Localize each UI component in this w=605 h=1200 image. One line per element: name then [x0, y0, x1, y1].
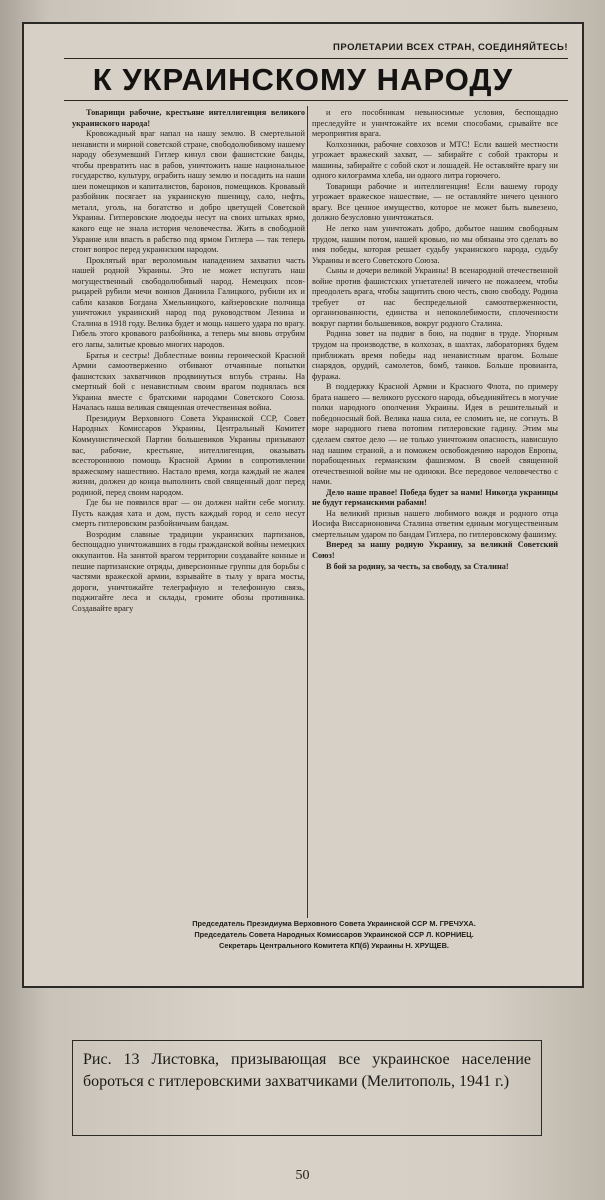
paragraph: Президиум Верховного Совета Украинской ССР, Совет Народных Комиссаров Украины, Центральный Комитет Коммунистической Партии большевиков Украины призывают вас, рабочие, крестьяне, интеллигенция, оказывать всестороннюю помощь Красной Армии в сопротивлении вражескому нашествию. Настало время, когда каждый не жалея жизни, должен до конца выполнить свой священный долг перед родиной, перед своим народом. [72, 413, 305, 497]
page-number: 50 [295, 1168, 310, 1183]
paragraph: Братья и сестры! Доблестные воины героической Красной Армии самоотверженно отбивают отчаянные попытки фашистских захватчиков продвинуться вглубь страны. На смертный бой с ненавистным своим врагом поднялась вся Украина вместе с братскими народами Советского Союза. Началась наша великая священная отечественная война. [72, 350, 305, 413]
paragraph: Дело наше правое! Победа будет за нами! Никогда украинцы не будут германскими рабами! [312, 487, 558, 508]
paragraph: Не легко нам уничтожать добро, добытое нашим свободным трудом, нашим потом, нашей кровью, но мы обязаны это сделать во имя победы, которая решает судьбу украинского народа, судьбу Украины и всего Советского Союза. [312, 224, 558, 265]
paragraph: В поддержку Красной Армии и Красного Флота, по примеру брата нашего — великого русского народа, объединяйтесь в могучие полки народного ополчения Украины. Идея в решительный и победоносный бой. Велика наша сила, ее сломить не, не согнуть. В море народного гнева потопим гитлеровские гадину. Этим мы сделаем святое дело — не только уничтожим опасность, нависшую над нашим страной, а и поможем освобождению народов Европы, порабощенных германским фашизмом. В своей священной отечественной войне мы не одиноки. Все передовое человечество с нами. [312, 382, 558, 487]
paragraph: Колхозники, рабочие совхозов и МТС! Если вашей местности угрожает вражеский захват, — забирайте с собой тракторы и машины, забирайте с собой скот и лошадей. Не оставляйте врагу ни одного килограмма хлеба, ни одного литра горючего. [312, 139, 558, 181]
paragraph: и его пособникам невыносимые условия, беспощадно преследуйте и уничтожайте их всеми способами, срывайте все мероприятия врага. [312, 108, 558, 139]
leaflet [22, 22, 584, 988]
signature-line: Председатель Президиума Верховного Совета Украинской ССР М. ГРЕЧУХА. [192, 919, 476, 928]
right-column [312, 108, 558, 572]
paragraph: На великий призыв нашего любимого вождя и родного отца Иосифа Виссарионовича Сталина ответим единым могущественным смертельным ударом по бандам Гитлера, по гитлеровскому фашизму. [312, 508, 558, 539]
figure-caption: Рис. 13 Листовка, призывающая все украинское население бороться с гитлеровскими захватчиками (Мелитополь, 1941 г.) [72, 1040, 542, 1136]
slogan: ПРОЛЕТАРИИ ВСЕХ СТРАН, СОЕДИНЯЙТЕСЬ! [333, 42, 568, 53]
title-rule [64, 100, 568, 101]
leaflet-title: К УКРАИНСКОМУ НАРОДУ [92, 62, 514, 97]
paragraph: В бой за родину, за честь, за свободу, за Сталина! [326, 561, 509, 571]
paragraph: Товарищи рабочие и интеллигенция! Если вашему городу угрожает вражеское нашествие, — не оставляйте ничего ценного врагу. Все ценное имущество, которое не может быть вывезено, должно безусловно уничтожаться. [312, 181, 558, 223]
paragraph: Вперед за нашу родную Украину, за великий Советский Союз! [312, 540, 558, 560]
signatures [94, 918, 574, 951]
signature-line: Председатель Совета Народных Комиссаров Украинской ССР Л. КОРНИЕЦ. [194, 930, 474, 939]
paragraph: Кровожадный враг напал на нашу землю. В смертельной ненависти и мирной советской стране, свободолюбивому нашему народу обезумевший Гитлер кинул свои фашистские банды, чтобы превратить нас в рабов, уничтожить наше национальное государство, культуру, ограбить нашу землю и посадить на наши шеи помещиков и капиталистов, баронов, помещиков. Кровавый разбойник посягает на украинскую пшеницу, сало, нефть, металл, уголь, на богатство и добро цветущей Советской Украины. Гитлеровские людоеды несут на своих штыках ярмо, какого еще не знала история человечества. Жить в свободной Украине или впасть в рабство под ярмом Гитлера — так теперь стоит вопрос перед украинским народом. [72, 129, 305, 255]
paragraph: Родина зовет на подвиг в бою, на подвиг в труде. Упорным трудом на производстве, в колхозах, в шахтах, лабораториях будем приближать время победы над ненавистным врагом. Больше снарядов, орудий, самолетов, бомб, танков. Больше провианта, фуража. [312, 329, 558, 381]
paragraph: Сыны и дочери великой Украины! В всенародной отечественной войне против фашистских угнетателей ничего не пожалеем, чтобы преодолеть врага, чтобы защитить свою честь, свою свободу. Родина требует от нас беспредельной самоотверженности, организованности, единства и непоколебимости, сплоченности вокруг партии большевиков, вокруг родного Сталина. [312, 266, 558, 328]
left-column [72, 108, 305, 614]
signature-line: Секретарь Центрального Комитета КП(б) Украины Н. ХРУЩЕВ. [219, 941, 449, 950]
column-divider [307, 106, 308, 918]
paragraph: Возродим славные традиции украинских партизанов, беспощадно уничтожавших в годы гражданской войны немецких оккупантов. На занятой врагом территории создавайте конные и пешие партизанские отряды, диверсионные группы для борьбы с частями вражеской армии, взрывайте в тылу у врага мосты, дороги, уничтожайте телеграфную и телефонную связь, поджигайте леса и склады, громите обозы противника. Создавайте врагу [72, 529, 305, 613]
paragraph: Где бы не появился враг — он должен найти себе могилу. Пусть каждая хата и дом, пусть каждый город и село несут смерть гитлеровским разбойничьим бандам. [72, 498, 305, 529]
top-rule [64, 58, 568, 59]
paragraph: Проклятый враг вероломным нападением захватил часть нашей родной Украины. Это не может испугать наш могущественный свободолюбивый народ. Немецких псов-рыцарей рубили мечи воинов Даниила Галицкого, рубили их и сабли казаков Богдана Хмельницкого, кайзеровские полчища уничтожил украинский народ под руководством Ленина и Сталина в 1918 году. Велика будет и мощь нашего удара по врагу. Гибель этого кровавого разбойника, а теперь мы вновь отрубим его лапы, залитые кровью многих народов. [72, 255, 305, 350]
paragraph: Товарищи рабочие, крестьяне интеллигенция великого украинского народа! [72, 108, 305, 128]
